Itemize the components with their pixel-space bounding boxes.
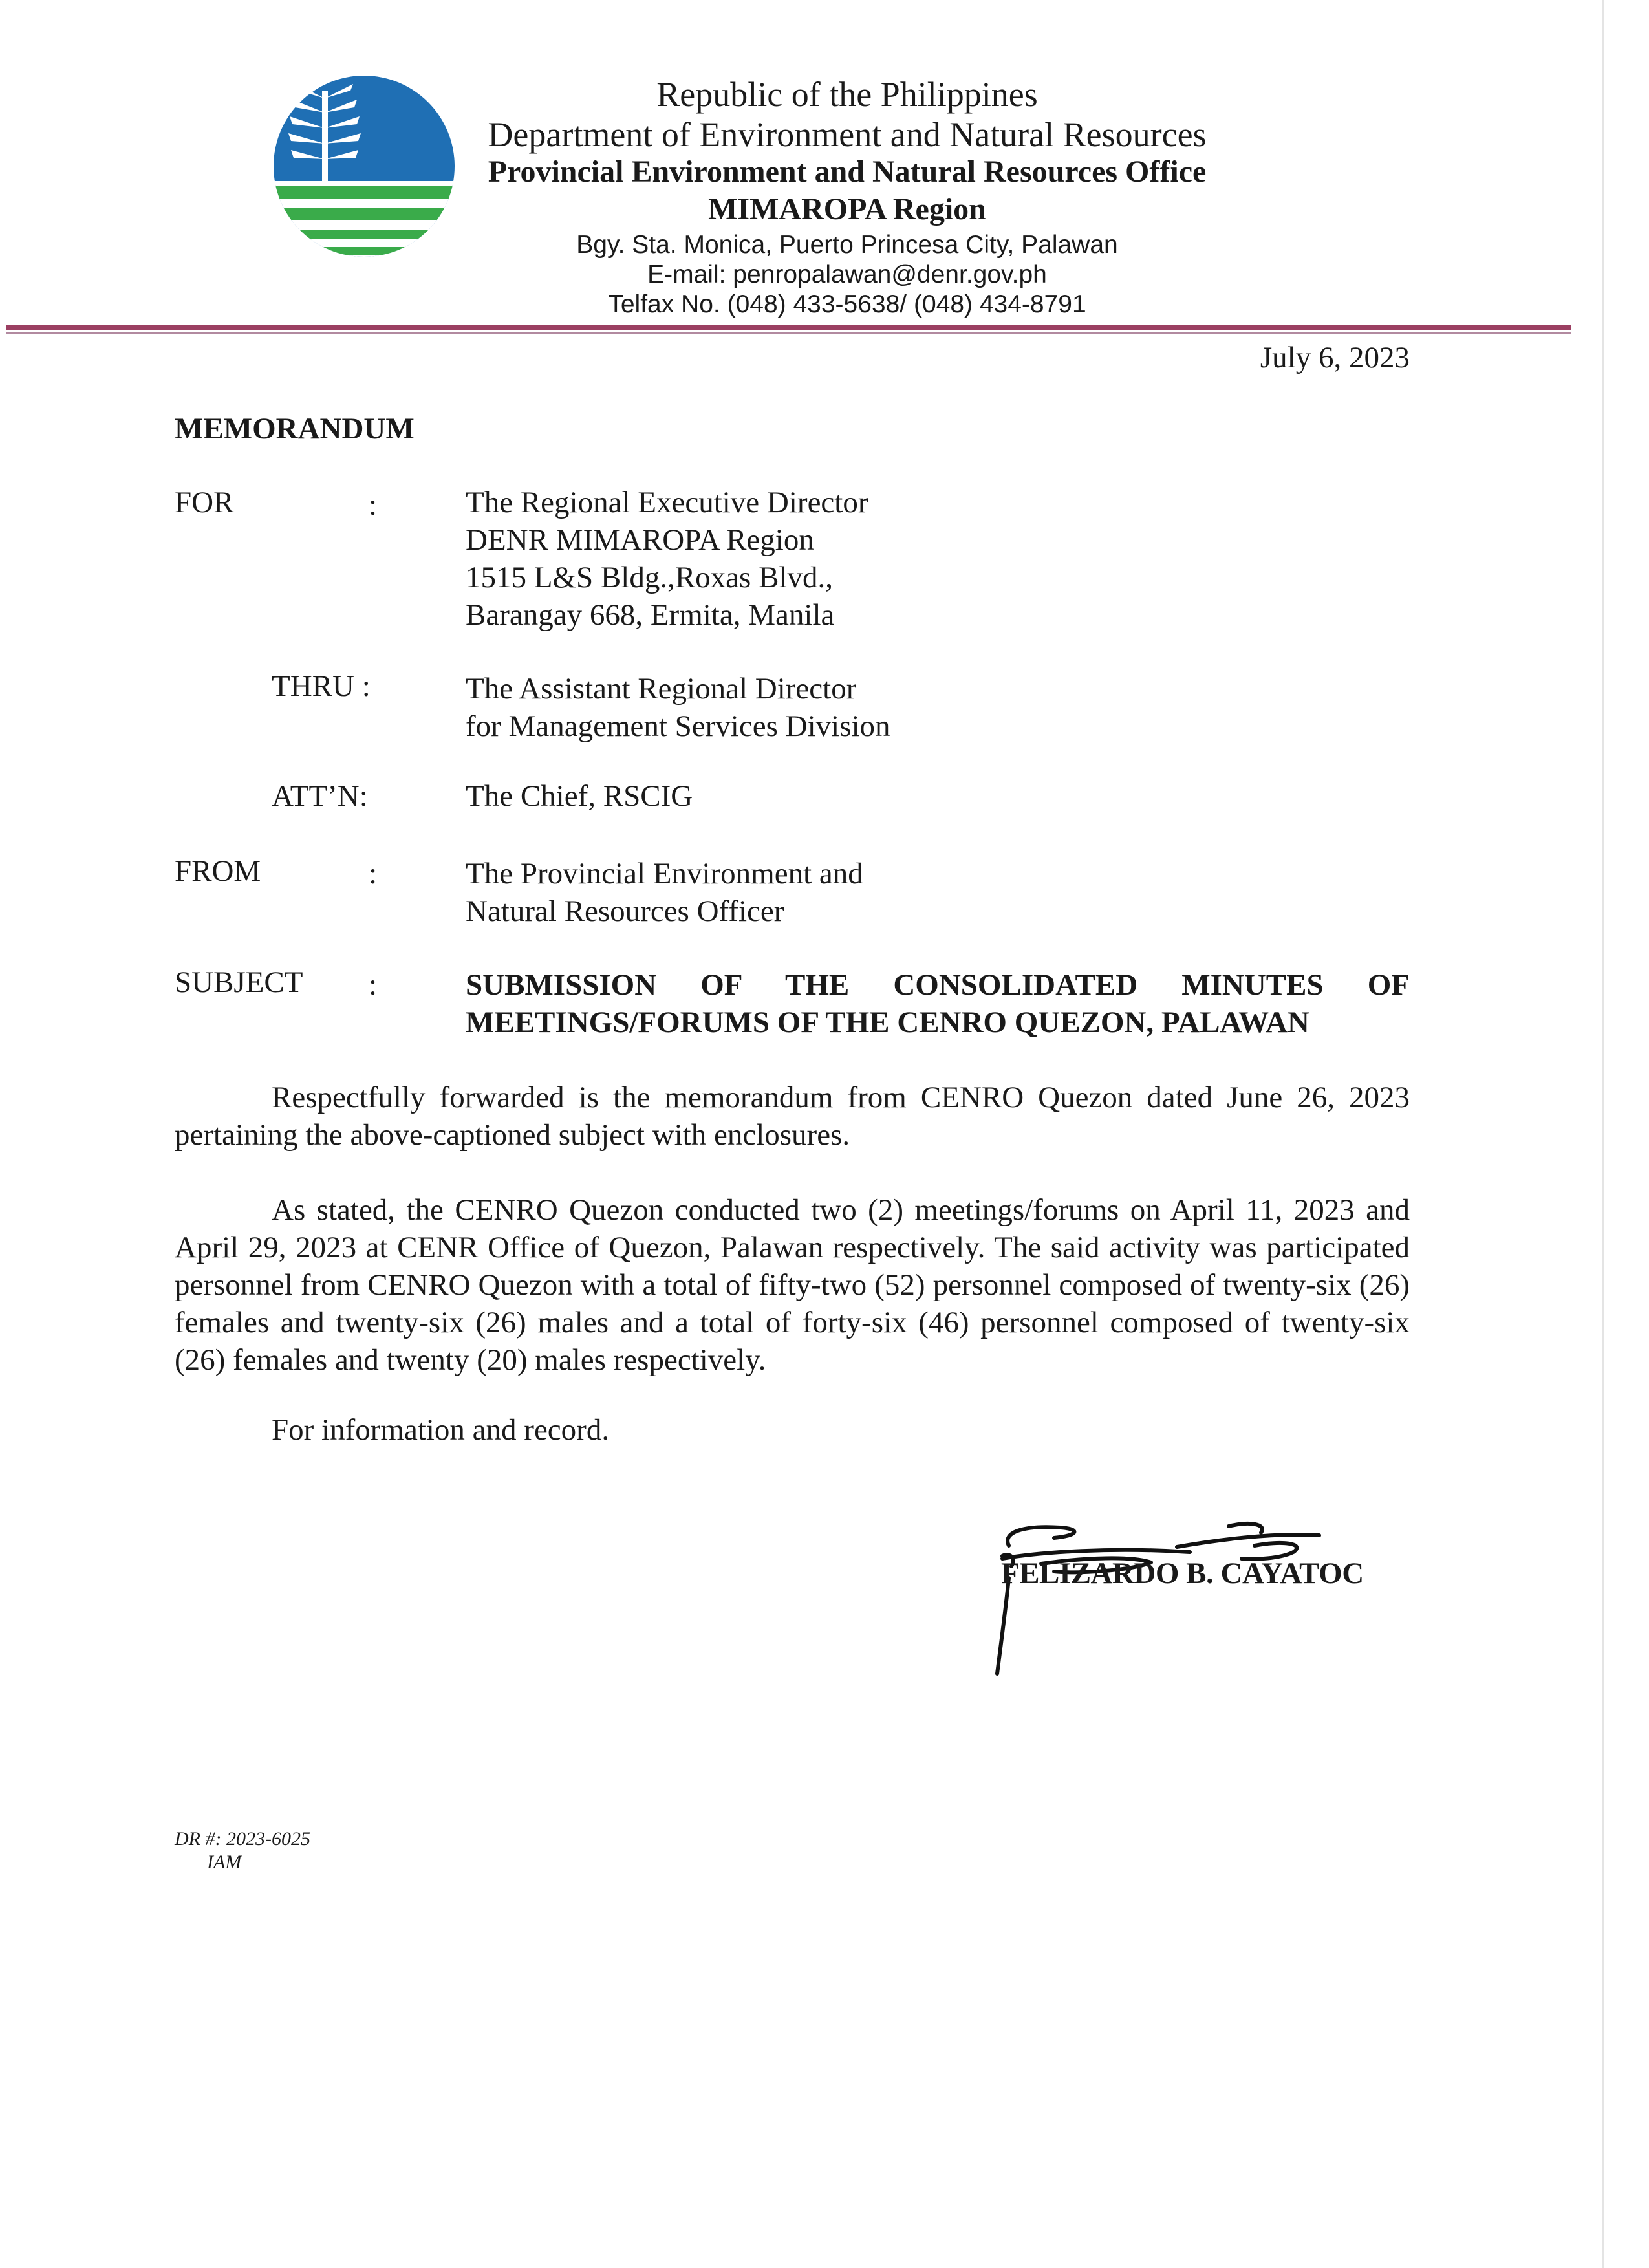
subject-line: SUBMISSION OF THE CONSOLIDATED MINUTES OF (466, 968, 1410, 1002)
header-rule-thin (6, 332, 1571, 334)
for-colon: : (369, 488, 378, 522)
for-line: DENR MIMAROPA Region (466, 523, 814, 557)
subject-line: MEETINGS/FORUMS OF THE CENRO QUEZON, PALAWAN (466, 1006, 1310, 1039)
for-line: 1515 L&S Bldg.,Roxas Blvd., (466, 561, 833, 594)
dr-number: DR #: 2023-6025 (175, 1828, 310, 1850)
from-line: The Provincial Environment and (466, 857, 863, 891)
thru-recipient (466, 670, 890, 745)
for-line: Barangay 668, Ermita, Manila (466, 598, 835, 632)
memo-date: July 6, 2023 (1260, 341, 1410, 374)
memo-title: MEMORANDUM (175, 412, 415, 446)
body-paragraph-2 (175, 1191, 1410, 1379)
initials: IAM (207, 1852, 242, 1873)
from-line: Natural Resources Officer (466, 894, 784, 928)
paragraph-text: Respectfully forwarded is the memorandum from CENRO Quezon dated June 26, 2023 pertaining the above-captioned subject with enclosures. (175, 1081, 1410, 1152)
header-department: Department of Environment and Natural Resources (488, 115, 1207, 154)
for-recipient (466, 484, 868, 634)
attn-label: ATT’N: (272, 779, 368, 813)
for-line: The Regional Executive Director (466, 486, 868, 519)
header-telfax: Telfax No. (048) 433-5638/ (048) 434-8791 (608, 290, 1086, 318)
subject-colon: : (369, 968, 378, 1002)
for-label: FOR (175, 486, 234, 519)
subject-label: SUBJECT (175, 966, 303, 999)
header-region: MIMAROPA Region (708, 192, 986, 226)
thru-line: for Management Services Division (466, 709, 890, 743)
header-address: Bgy. Sta. Monica, Puerto Princesa City, Palawan (576, 231, 1118, 259)
header-office: Provincial Environment and Natural Resources Office (488, 155, 1207, 189)
scan-edge (1602, 0, 1604, 2268)
from-sender (466, 855, 863, 930)
from-label: FROM (175, 854, 261, 888)
subject-text (466, 966, 1410, 1041)
thru-line: The Assistant Regional Director (466, 672, 857, 706)
attn-line: The Chief, RSCIG (466, 779, 693, 813)
header-republic: Republic of the Philippines (656, 75, 1038, 114)
signatory-name: FELIZARDO B. CAYATOC (1001, 1557, 1364, 1590)
header-email: E-mail: penropalawan@denr.gov.ph (647, 261, 1047, 288)
paragraph-text: As stated, the CENRO Quezon conducted two (2) meetings/forums on April 11, 2023 and April 29, 2023 at CENR Office of Quezon, Palawan respectively. The said activity was participated personnel from CENRO Quezon with a total of fifty-two (52) personnel composed of twenty-six (26) females and twenty-six (26) males and a total of forty-six (46) personnel composed of twenty-six (26) females and twenty (20) males respectively. (175, 1193, 1410, 1377)
signature-scribble-icon (983, 1507, 1436, 1688)
body-paragraph-1 (175, 1079, 1410, 1154)
thru-label: THRU : (272, 669, 371, 703)
from-colon: : (369, 857, 378, 891)
header-rule (6, 325, 1571, 330)
paragraph-text: For information and record. (272, 1413, 610, 1447)
body-paragraph-3 (175, 1411, 1410, 1449)
attn-recipient (466, 777, 693, 815)
